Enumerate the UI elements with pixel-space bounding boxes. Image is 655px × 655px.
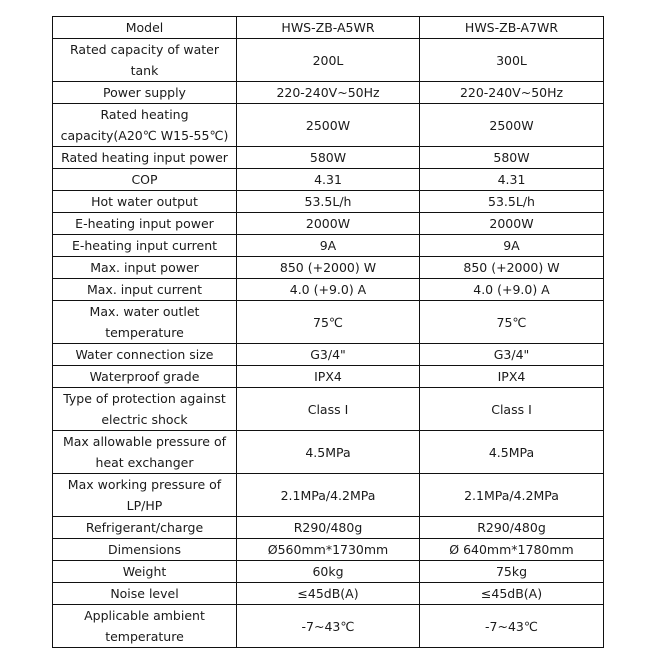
model-b-value-cell: 2000W <box>420 213 604 235</box>
model-a-value-cell: ≤45dB(A) <box>237 583 420 605</box>
model-a-value-cell: 2500W <box>237 104 420 147</box>
table-row <box>53 147 604 169</box>
table-row <box>53 257 604 279</box>
row-label-cell: Dimensions <box>53 539 237 561</box>
row-label-cell: Max allowable pressure of heat exchanger <box>53 431 237 474</box>
model-a-value-cell: 2000W <box>237 213 420 235</box>
model-a-value-cell: 220-240V~50Hz <box>237 82 420 104</box>
model-a-value-cell: 2.1MPa/4.2MPa <box>237 474 420 517</box>
model-a-value-cell: Class I <box>237 388 420 431</box>
row-label-cell: Hot water output <box>53 191 237 213</box>
table-row <box>53 605 604 648</box>
row-label-cell: Refrigerant/charge <box>53 517 237 539</box>
model-b-value-cell: IPX4 <box>420 366 604 388</box>
model-b-value-cell: 2500W <box>420 104 604 147</box>
model-a-value-cell: 60kg <box>237 561 420 583</box>
model-b-value-cell: G3/4" <box>420 344 604 366</box>
header-label-cell: Model <box>53 17 237 39</box>
row-label-cell: Applicable ambient temperature <box>53 605 237 648</box>
model-a-value-cell: -7~43℃ <box>237 605 420 648</box>
model-a-value-cell: 4.0 (+9.0) A <box>237 279 420 301</box>
spec-table <box>52 16 604 648</box>
model-b-value-cell: -7~43℃ <box>420 605 604 648</box>
header-model-b-cell: HWS-ZB-A7WR <box>420 17 604 39</box>
model-b-value-cell: 75℃ <box>420 301 604 344</box>
row-label-cell: Max. water outlet temperature <box>53 301 237 344</box>
table-row <box>53 474 604 517</box>
model-b-value-cell: Ø 640mm*1780mm <box>420 539 604 561</box>
header-model-a-cell: HWS-ZB-A5WR <box>237 17 420 39</box>
table-row <box>53 191 604 213</box>
model-b-value-cell: R290/480g <box>420 517 604 539</box>
table-row <box>53 235 604 257</box>
model-a-value-cell: IPX4 <box>237 366 420 388</box>
model-a-value-cell: 200L <box>237 39 420 82</box>
table-row <box>53 344 604 366</box>
model-b-value-cell: 220-240V~50Hz <box>420 82 604 104</box>
table-row <box>53 169 604 191</box>
model-a-value-cell: 75℃ <box>237 301 420 344</box>
row-label-cell: Rated heating capacity(A20℃ W15-55℃) <box>53 104 237 147</box>
table-row <box>53 583 604 605</box>
table-row <box>53 561 604 583</box>
row-label-cell: Rated heating input power <box>53 147 237 169</box>
table-row <box>53 82 604 104</box>
model-b-value-cell: 4.0 (+9.0) A <box>420 279 604 301</box>
model-b-value-cell: 300L <box>420 39 604 82</box>
model-a-value-cell: 53.5L/h <box>237 191 420 213</box>
model-b-value-cell: 2.1MPa/4.2MPa <box>420 474 604 517</box>
model-b-value-cell: 850 (+2000) W <box>420 257 604 279</box>
model-b-value-cell: ≤45dB(A) <box>420 583 604 605</box>
table-header-row <box>53 17 604 39</box>
row-label-cell: Max working pressure of LP/HP <box>53 474 237 517</box>
table-row <box>53 366 604 388</box>
table-row <box>53 388 604 431</box>
model-a-value-cell: 9A <box>237 235 420 257</box>
table-row <box>53 301 604 344</box>
row-label-cell: COP <box>53 169 237 191</box>
model-a-value-cell: Ø560mm*1730mm <box>237 539 420 561</box>
model-b-value-cell: 4.31 <box>420 169 604 191</box>
row-label-cell: Rated capacity of water tank <box>53 39 237 82</box>
model-a-value-cell: G3/4" <box>237 344 420 366</box>
table-row <box>53 39 604 82</box>
model-a-value-cell: 4.31 <box>237 169 420 191</box>
row-label-cell: Noise level <box>53 583 237 605</box>
model-a-value-cell: R290/480g <box>237 517 420 539</box>
table-row <box>53 517 604 539</box>
row-label-cell: Weight <box>53 561 237 583</box>
model-b-value-cell: 53.5L/h <box>420 191 604 213</box>
model-b-value-cell: 75kg <box>420 561 604 583</box>
row-label-cell: E-heating input current <box>53 235 237 257</box>
model-a-value-cell: 580W <box>237 147 420 169</box>
model-a-value-cell: 4.5MPa <box>237 431 420 474</box>
table-row <box>53 539 604 561</box>
row-label-cell: Water connection size <box>53 344 237 366</box>
row-label-cell: Power supply <box>53 82 237 104</box>
row-label-cell: Max. input current <box>53 279 237 301</box>
model-b-value-cell: Class I <box>420 388 604 431</box>
row-label-cell: Waterproof grade <box>53 366 237 388</box>
row-label-cell: E-heating input power <box>53 213 237 235</box>
row-label-cell: Type of protection against electric shock <box>53 388 237 431</box>
table-row <box>53 213 604 235</box>
model-b-value-cell: 580W <box>420 147 604 169</box>
table-row <box>53 431 604 474</box>
model-b-value-cell: 9A <box>420 235 604 257</box>
row-label-cell: Max. input power <box>53 257 237 279</box>
model-a-value-cell: 850 (+2000) W <box>237 257 420 279</box>
model-b-value-cell: 4.5MPa <box>420 431 604 474</box>
table-row <box>53 279 604 301</box>
table-row <box>53 104 604 147</box>
